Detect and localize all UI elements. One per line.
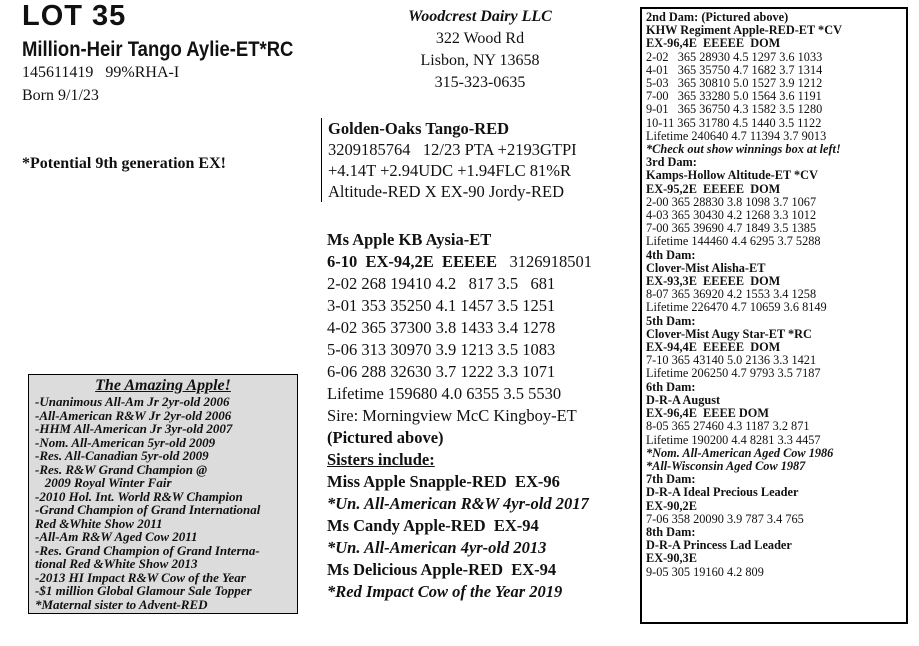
dam-name: Ms Apple KB Aysia-ET (327, 230, 492, 249)
pedigree-record: 10-11 365 31780 4.5 1440 3.5 1122 (646, 115, 822, 130)
animal-name: Million-Heir Tango Aylie-ET*RC (22, 38, 294, 61)
pedigree-record: 8-05 365 27460 4.3 1187 3.2 871 (646, 419, 810, 434)
sire-line-1: 3209185764 12/23 PTA +2193GTPI (328, 140, 577, 159)
pedigree-dam-title: 2nd Dam: (Pictured above) (646, 10, 789, 24)
pedigree-dam-name: D-R-A August (646, 392, 721, 407)
pedigree-dam-title: 6th Dam: (646, 379, 696, 394)
sister-note: *Un. All-American R&W 4yr-old 2017 (327, 494, 589, 513)
amazing-apple-item: -Res. All-Canadian 5yr-old 2009 (35, 448, 209, 463)
amazing-apple-item: -All-Am R&W Aged Cow 2011 (35, 529, 198, 544)
pedigree-record: 4-03 365 30430 4.2 1268 3.3 1012 (646, 208, 817, 223)
pedigree-dam-title: 7th Dam: (646, 472, 696, 487)
amazing-apple-box (28, 374, 298, 614)
amazing-apple-item: *Maternal sister to Advent-RED (35, 596, 208, 612)
pedigree-dam-title: 5th Dam: (646, 313, 696, 328)
dam-sire: Sire: Morningview McC Kingboy-ET (327, 406, 577, 425)
pedigree-note: *All-Wisconsin Aged Cow 1987 (646, 458, 806, 473)
amazing-apple-item: Red &White Show 2011 (35, 515, 163, 531)
pedigree-note: *Nom. All-American Aged Cow 1986 (646, 445, 834, 460)
amazing-apple-item: -2013 HI Impact R&W Cow of the Year (35, 569, 246, 585)
pedigree-record: 7-00 365 33280 5.0 1564 3.6 1191 (646, 89, 822, 104)
pedigree-record: Lifetime 226470 4.7 10659 3.6 8149 (646, 300, 827, 315)
amazing-apple-item: 2009 Royal Winter Fair (35, 475, 172, 490)
amazing-apple-item: -$1 million Global Glamour Sale Topper (35, 583, 252, 598)
sisters-heading: Sisters include: (327, 450, 435, 469)
amazing-apple-item: -All-American R&W Jr 2yr-old 2006 (35, 407, 232, 423)
sister-name: Miss Apple Snapple-RED EX-96 (327, 472, 560, 491)
sire-line-3: Altitude-RED X EX-90 Jordy-RED (328, 182, 565, 201)
amazing-apple-list (35, 395, 291, 611)
pedigree-record: 2-00 365 28830 3.8 1098 3.7 1067 (646, 194, 817, 209)
dam-classification: 6-10 EX-94,2E EEEEE (327, 252, 498, 271)
pedigree-record: Lifetime 206250 4.7 9793 3.5 7187 (646, 366, 821, 381)
amazing-apple-item: tional Red &White Show 2013 (35, 556, 198, 571)
amazing-apple-item: -2010 Hol. Int. World R&W Champion (35, 488, 243, 504)
pedigree-dam-class: EX-90,3E (646, 551, 697, 566)
dam-record-0: 2-02 268 19410 4.2 817 3.5 681 (327, 274, 556, 293)
pedigree-record: 7-10 365 43140 5.0 2136 3.3 1421 (646, 353, 817, 368)
sister-note: *Un. All-American 4yr-old 2013 (327, 538, 547, 557)
pedigree-dam-class: EX-95,2E EEEEE DOM (646, 181, 781, 196)
pedigree-record: Lifetime 144460 4.4 6295 3.7 5288 (646, 234, 821, 249)
pedigree-dam-class: EX-96,4E EEEE DOM (646, 406, 769, 421)
breeder-phone: 315-323-0635 (434, 74, 526, 91)
dam-record-4: 6-06 288 32630 3.7 1222 3.3 1071 (327, 362, 556, 381)
pedigree-record: 9-01 365 36750 4.3 1582 3.5 1280 (646, 102, 823, 117)
pedigree-dam-section (646, 156, 902, 248)
pedigree-record: 8-07 365 36920 4.2 1553 3.4 1258 (646, 287, 817, 302)
pedigree-dam-name: D-R-A Princess Lad Leader (646, 538, 792, 553)
pedigree-dam-name: KHW Regiment Apple-RED-ET *CV (646, 23, 842, 38)
pedigree-dam-class: EX-93,3E EEEEE DOM (646, 274, 781, 289)
dam-reg-number: 3126918501 (509, 252, 592, 271)
pedigree-record: 7-06 358 20090 3.9 787 3.4 765 (646, 511, 804, 526)
potential-note: *Potential 9th generation EX! (22, 155, 226, 172)
breeder-city: Lisbon, NY 13658 (420, 52, 540, 69)
pedigree-dam-name: Clover-Mist Alisha-ET (646, 260, 766, 275)
pedigree-dam-title: 8th Dam: (646, 524, 696, 539)
dam-block (327, 229, 592, 603)
pedigree-dam-section (646, 526, 902, 579)
pedigree-dam-name: Clover-Mist Augy Star-ET *RC (646, 326, 812, 341)
pedigree-dam-section (646, 381, 902, 473)
sire-name: Golden-Oaks Tango-RED (328, 119, 510, 138)
dam-pictured: (Pictured above) (327, 428, 444, 447)
pedigree-dam-section (646, 315, 902, 381)
registration-line: 145611419 99%RHA-I (22, 64, 180, 81)
sister-name: Ms Candy Apple-RED EX-94 (327, 516, 539, 535)
pedigree-dam-class: EX-94,4E EEEEE DOM (646, 340, 781, 355)
amazing-apple-item: -Grand Champion of Grand International (35, 502, 261, 517)
amazing-apple-item: -Nom. All-American 5yr-old 2009 (35, 434, 216, 450)
birth-date: Born 9/1/23 (22, 87, 99, 104)
pedigree-box (640, 7, 908, 624)
breeder-block (395, 6, 565, 94)
dam-record-1: 3-01 353 35250 4.1 1457 3.5 1251 (327, 296, 556, 315)
sister-name: Ms Delicious Apple-RED EX-94 (327, 560, 557, 579)
pedigree-record: 2-02 365 28930 4.5 1297 3.6 1033 (646, 49, 823, 64)
pedigree-dam-title: 4th Dam: (646, 247, 696, 262)
pedigree-dam-class: EX-96,4E EEEEE DOM (646, 36, 781, 51)
pedigree-dam-name: D-R-A Ideal Precious Leader (646, 485, 799, 500)
pedigree-record: 7-00 365 39690 4.7 1849 3.5 1385 (646, 221, 817, 236)
breeder-street: 322 Wood Rd (435, 30, 525, 47)
pedigree-dam-section (646, 11, 902, 156)
sire-block (321, 118, 577, 202)
pedigree-record: Lifetime 240640 4.7 11394 3.7 9013 (646, 128, 827, 143)
pedigree-dam-section (646, 249, 902, 315)
amazing-apple-title: The Amazing Apple! (95, 377, 231, 394)
pedigree-note: *Check out show winnings box at left! (646, 142, 841, 157)
dam-lifetime: Lifetime 159680 4.0 6355 3.5 5530 (327, 384, 562, 403)
dam-classification-line (327, 251, 592, 273)
pedigree-dam-section (646, 473, 902, 526)
amazing-apple-item: -Res. Grand Champion of Grand Interna- (35, 542, 260, 558)
lot-number: LOT 35 (22, 0, 127, 32)
dam-record-3: 5-06 313 30970 3.9 1213 3.5 1083 (327, 340, 556, 359)
pedigree-record: Lifetime 190200 4.4 8281 3.3 4457 (646, 432, 821, 447)
sister-note: *Red Impact Cow of the Year 2019 (327, 582, 563, 601)
pedigree-dam-class: EX-90,2E (646, 498, 697, 513)
pedigree-dam-name: Kamps-Hollow Altitude-ET *CV (646, 168, 818, 183)
amazing-apple-item: -Res. R&W Grand Champion @ (35, 461, 208, 477)
pedigree-dam-title: 3rd Dam: (646, 155, 697, 170)
amazing-apple-item: -HHM All-American Jr 3yr-old 2007 (35, 421, 233, 436)
pedigree-record: 4-01 365 35750 4.7 1682 3.7 1314 (646, 62, 823, 77)
breeder-name: Woodcrest Dairy LLC (408, 8, 552, 25)
amazing-apple-item: -Unanimous All-Am Jr 2yr-old 2006 (35, 394, 230, 409)
dam-record-2: 4-02 365 37300 3.8 1433 3.4 1278 (327, 318, 556, 337)
pedigree-record: 9-05 305 19160 4.2 809 (646, 564, 764, 579)
sire-line-2: +4.14T +2.94UDC +1.94FLC 81%R (328, 161, 572, 180)
pedigree-record: 5-03 365 30810 5.0 1527 3.9 1212 (646, 76, 823, 91)
